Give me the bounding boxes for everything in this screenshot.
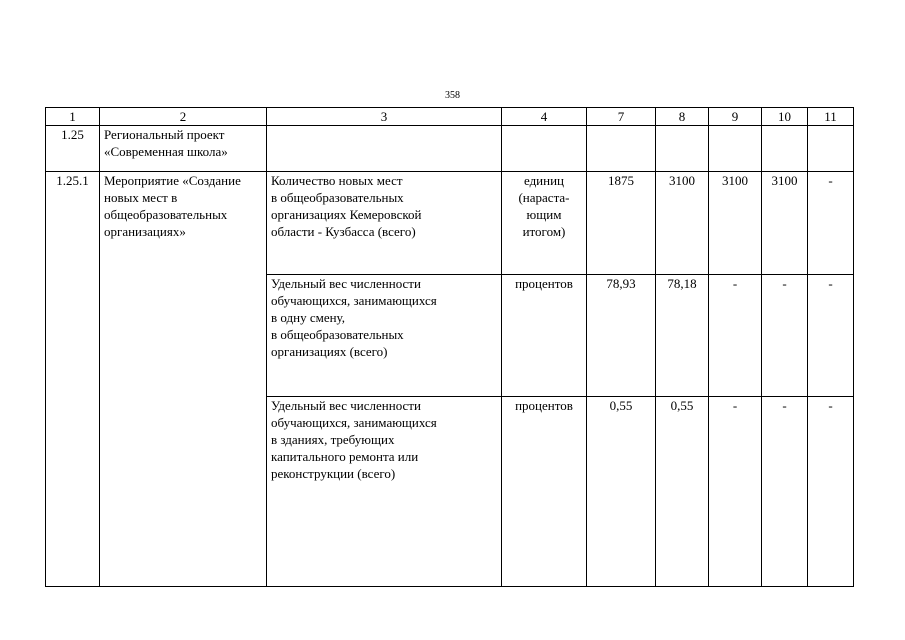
value-col-11: - <box>808 172 854 275</box>
value-col-10: - <box>762 275 808 397</box>
indicator-text: Количество новых мест в общеобразовательных организациях Кемеровской области - Кузбасса (всего) <box>267 172 502 275</box>
column-header: 3 <box>267 108 502 126</box>
row-number: 1.25.1 <box>46 172 100 587</box>
value-col-7: 0,55 <box>587 397 656 587</box>
indicator-unit: процентов <box>502 275 587 397</box>
indicator-unit: процентов <box>502 397 587 587</box>
value-col-10: 3100 <box>762 172 808 275</box>
value-col-7: 78,93 <box>587 275 656 397</box>
project-name: Региональный проект «Современная школа» <box>100 126 267 172</box>
column-header: 8 <box>656 108 709 126</box>
row-number: 1.25 <box>46 126 100 172</box>
column-header: 11 <box>808 108 854 126</box>
value-col-9: - <box>709 275 762 397</box>
column-header: 10 <box>762 108 808 126</box>
column-header-row <box>46 108 854 126</box>
indicator-text: Удельный вес численности обучающихся, занимающихся в одну смену, в общеобразовательных организациях (всего) <box>267 275 502 397</box>
indicator-unit: единиц (нараста- ющим итогом) <box>502 172 587 275</box>
value-col-9: - <box>709 397 762 587</box>
table-row-1-25-1 <box>46 172 854 275</box>
column-header: 2 <box>100 108 267 126</box>
value-col-11: - <box>808 397 854 587</box>
value-col-10: - <box>762 397 808 587</box>
table-row-1-25 <box>46 126 854 172</box>
column-header: 4 <box>502 108 587 126</box>
column-header: 9 <box>709 108 762 126</box>
column-header: 7 <box>587 108 656 126</box>
value-col-8: 78,18 <box>656 275 709 397</box>
column-header: 1 <box>46 108 100 126</box>
value-col-9: 3100 <box>709 172 762 275</box>
page-number: 358 <box>445 90 460 101</box>
value-col-7: 1875 <box>587 172 656 275</box>
measure-name: Мероприятие «Создание новых мест в общеобразовательных организациях» <box>100 172 267 587</box>
value-col-11: - <box>808 275 854 397</box>
indicator-text: Удельный вес численности обучающихся, занимающихся в зданиях, требующих капитального ремонта или реконструкции (всего) <box>267 397 502 587</box>
indicators-table <box>45 107 854 587</box>
value-col-8: 3100 <box>656 172 709 275</box>
value-col-8: 0,55 <box>656 397 709 587</box>
